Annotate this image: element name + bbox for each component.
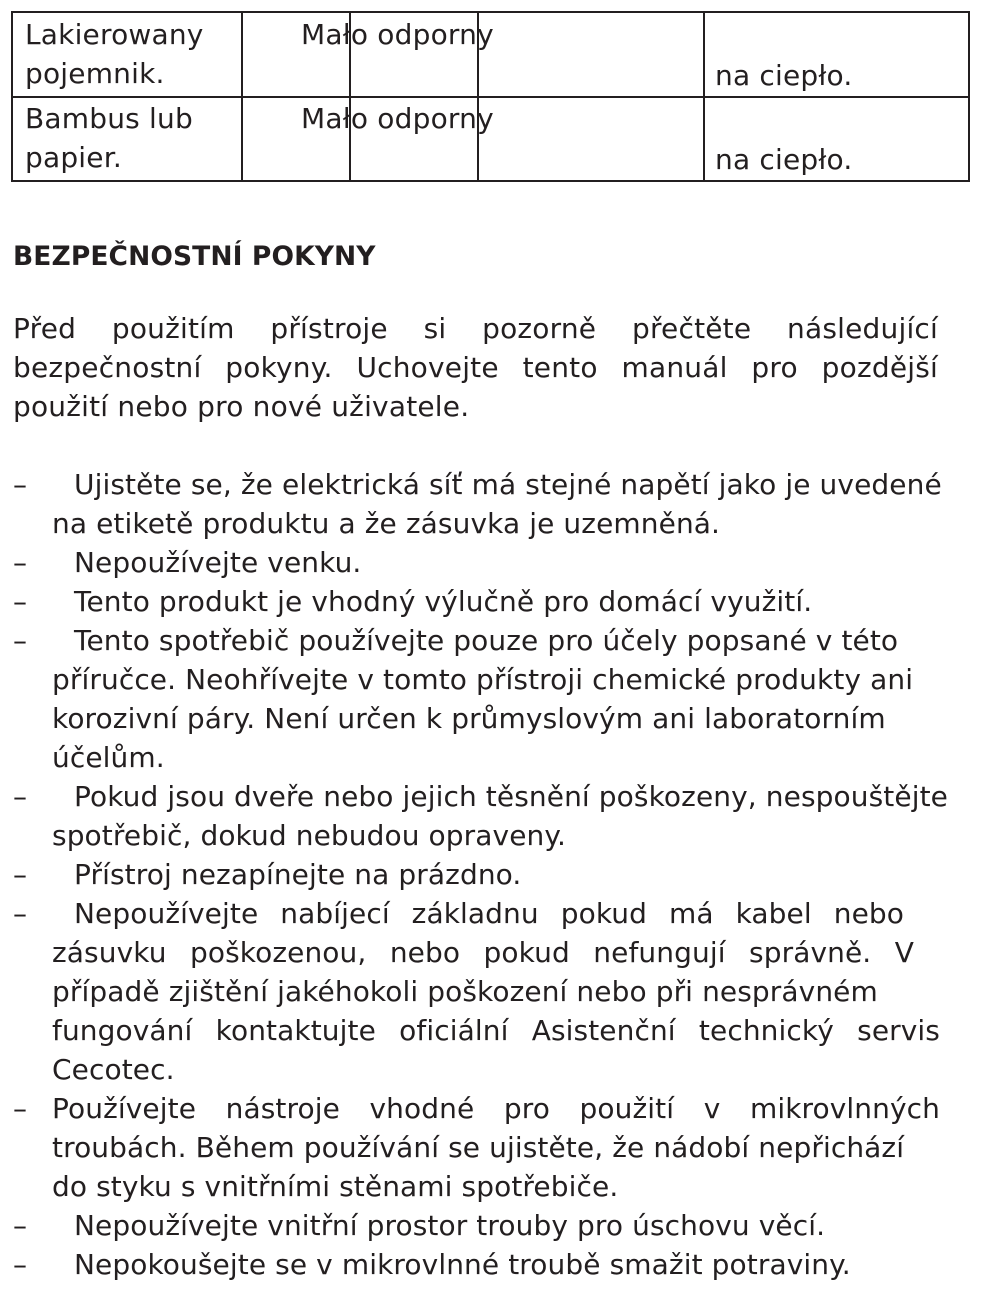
table-cell-material: Lakierowany [25, 18, 204, 51]
list-item-line: příručce. Neohřívejte v tomto přístroji chemické produkty ani [52, 663, 914, 696]
table-cell-heat: na ciepło. [715, 143, 853, 176]
bullet-dash: – [13, 468, 27, 501]
list-item-line: korozivní páry. Není určen k průmyslovým ani laboratorním [52, 702, 886, 735]
table-cell-material: Bambus lub [25, 102, 193, 135]
bullet-dash: – [13, 546, 27, 579]
table-cell-heat: na ciepło. [715, 59, 853, 92]
list-item-line: na etiketě produktu a že zásuvka je uzemněná. [52, 507, 721, 540]
bullet-dash: – [13, 858, 27, 891]
list-item-line: Přístroj nezapínejte na prázdno. [74, 858, 522, 891]
section-title: BEZPEČNOSTNÍ POKYNY [13, 241, 376, 272]
list-item-line: Tento spotřebič používejte pouze pro účely popsané v této [74, 624, 899, 657]
list-item-line: Ujistěte se, že elektrická síť má stejné napětí jako je uvedené [74, 468, 942, 501]
bullet-dash: – [13, 1209, 27, 1242]
list-item-line: případě zjištění jakéhokoli poškození nebo při nesprávném [52, 975, 878, 1008]
list-item-line: Cecotec. [52, 1053, 175, 1086]
intro-line: Před použitím přístroje si pozorně přečtěte následující [13, 312, 938, 345]
bullet-dash: – [13, 1248, 27, 1281]
list-item-line: Používejte nástroje vhodné pro použití v mikrovlnných [52, 1092, 940, 1125]
list-item-line: Pokud jsou dveře nebo jejich těsnění poškozeny, nespouštějte [74, 780, 948, 813]
list-item-line: troubách. Během používání se ujistěte, že nádobí nepřichází [52, 1131, 905, 1164]
table-cell-resistance: Mało odporny [301, 18, 494, 51]
list-item-line: Nepoužívejte nabíjecí základnu pokud má kabel nebo [74, 897, 904, 930]
bullet-dash: – [13, 624, 27, 657]
bullet-dash: – [13, 1092, 27, 1125]
table-row-divider [13, 96, 968, 98]
list-item-line: účelům. [52, 741, 165, 774]
intro-line: bezpečnostní pokyny. Uchovejte tento manuál pro pozdější [13, 351, 938, 384]
intro-line: použití nebo pro nové uživatele. [13, 390, 470, 423]
bullet-dash: – [13, 897, 27, 930]
list-item-line: do styku s vnitřními stěnami spotřebiče. [52, 1170, 619, 1203]
list-item-line: spotřebič, dokud nebudou opraveny. [52, 819, 567, 852]
list-item-line: Tento produkt je vhodný výlučně pro domácí využití. [74, 585, 813, 618]
table-cell-material: papier. [25, 141, 122, 174]
list-item-line: Nepokoušejte se v mikrovlnné troubě smažit potraviny. [74, 1248, 851, 1281]
table-cell-resistance: Mało odporny [301, 102, 494, 135]
list-item-line: Nepoužívejte venku. [74, 546, 362, 579]
list-item-line: fungování kontaktujte oficiální Asistenční technický servis [52, 1014, 940, 1047]
list-item-line: Nepoužívejte vnitřní prostor trouby pro úschovu věcí. [74, 1209, 826, 1242]
bullet-dash: – [13, 780, 27, 813]
materials-table [11, 11, 970, 182]
bullet-dash: – [13, 585, 27, 618]
list-item-line: zásuvku poškozenou, nebo pokud nefungují správně. V [52, 936, 914, 969]
table-cell-material: pojemnik. [25, 57, 165, 90]
